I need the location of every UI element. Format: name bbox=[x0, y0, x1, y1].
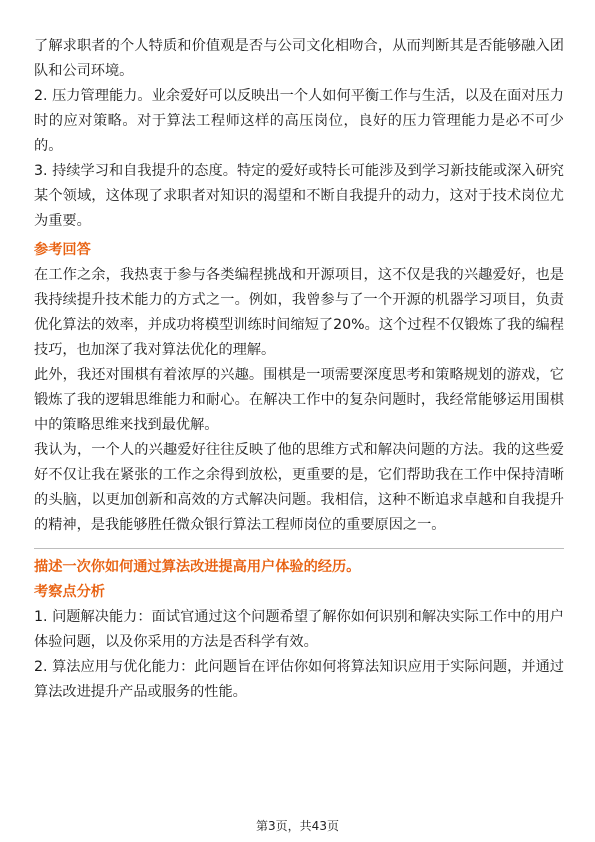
question-point-2: 2. 算法应用与优化能力：此问题旨在评估你如何将算法知识应用于实际问题，并通过算法改进提升产品或服务的性能。 bbox=[34, 659, 564, 700]
analysis-point-3: 3. 持续学习和自我提升的态度。特定的爱好或特长可能涉及到学习新技能或深入研究某个领域，这体现了求职者对知识的渴望和不断自我提升的动力，这对于技术岗位尤为重要。 bbox=[34, 163, 564, 229]
reference-answer-heading: 参考回答 bbox=[34, 242, 91, 258]
question-point-1: 1. 问题解决能力：面试官通过这个问题希望了解你如何识别和解决实际工作中的用户体验问题，以及你采用的方法是否科学有效。 bbox=[34, 609, 564, 650]
document-page bbox=[34, 34, 564, 705]
answer-paragraph-2: 此外，我还对围棋有着浓厚的兴趣。围棋是一项需要深度思考和策略规划的游戏，它锻炼了我的逻辑思维能力和耐心。在解决工作中的复杂问题时，我经常能够运用围棋中的策略思维来找到最优解。 bbox=[34, 367, 564, 433]
analysis-point-2: 2. 压力管理能力。业余爱好可以反映出一个人如何平衡工作与生活，以及在面对压力时的应对策略。对于算法工程师这样的高压岗位，良好的压力管理能力是必不可少的。 bbox=[34, 88, 564, 154]
section-divider bbox=[34, 548, 564, 549]
question-title: 描述一次你如何通过算法改进提高用户体验的经历。 bbox=[34, 559, 361, 575]
analysis-heading: 考察点分析 bbox=[34, 584, 105, 600]
answer-paragraph-1: 在工作之余，我热衷于参与各类编程挑战和开源项目，这不仅是我的兴趣爱好，也是我持续提升技术能力的方式之一。例如，我曾参与了一个开源的机器学习项目，负责优化算法的效率，并成功将模型训练时间缩短了20%。这个过程不仅锻炼了我的编程技巧，也加深了我对算法优化的理解。 bbox=[34, 267, 564, 358]
answer-paragraph-3: 我认为，一个人的兴趣爱好往往反映了他的思维方式和解决问题的方法。我的这些爱好不仅让我在紧张的工作之余得到放松，更重要的是，它们帮助我在工作中保持清晰的头脑，以更加创新和高效的方式解决问题。我相信，这种不断追求卓越和自我提升的精神，是我能够胜任微众银行算法工程师岗位的重要原因之一。 bbox=[34, 442, 564, 533]
analysis-point-continued: 了解求职者的个人特质和价值观是否与公司文化相吻合，从而判断其是否能够融入团队和公司环境。 bbox=[34, 38, 564, 79]
page-number: 第3页，共43页 bbox=[256, 819, 339, 833]
